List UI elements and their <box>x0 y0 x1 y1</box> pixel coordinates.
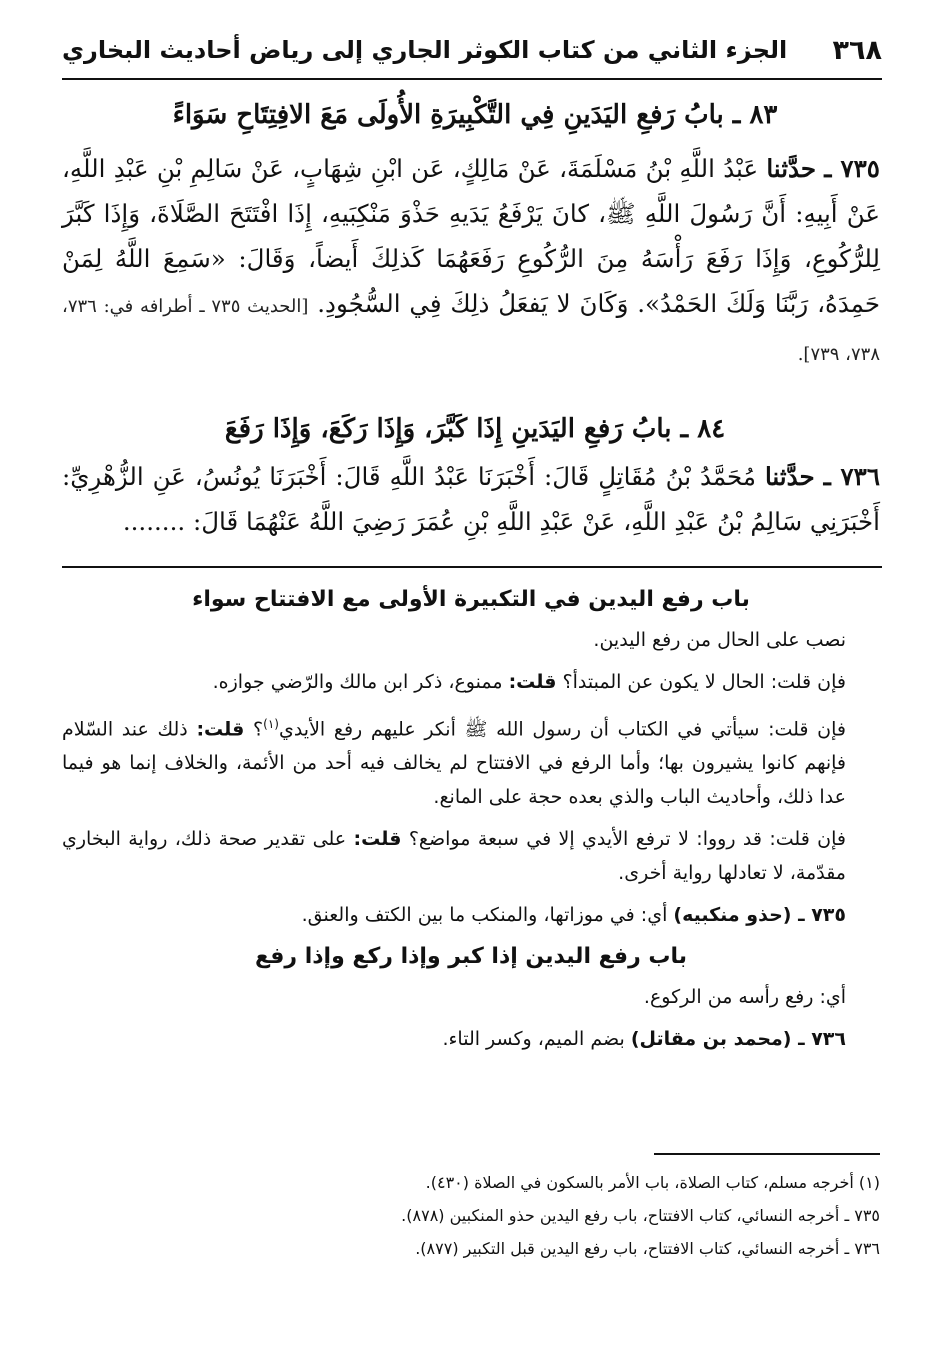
chapter-title-84: ٨٤ ـ بابُ رَفعِ اليَدَينِ إِذَا كَبَّرَ، وَإِذَا رَكَعَ، وَإِذَا رَفَعَ <box>224 414 726 444</box>
chapter-title-83: ٨٣ ـ بابُ رَفعِ اليَدَينِ فِي التَّكْبِيرَةِ الأُولَى مَعَ الافِتِتَاحِ سَوَاءً <box>172 100 778 130</box>
hadith-lead: حدَّثنا <box>764 462 815 491</box>
answer-marker: قلت: <box>353 828 402 851</box>
commentary-paragraph <box>62 707 880 814</box>
question-text: فإن قلت: سيأتي في الكتاب أن رسول الله ﷺ أنكر عليهم رفع الأيدي <box>278 718 846 741</box>
footnote-item: ٧٣٥ ـ أخرجه النسائي، كتاب الافتتاح، باب رفع اليدين حذو المنكبين (٨٧٨). <box>401 1206 880 1225</box>
header-divider <box>62 78 882 80</box>
commentary-paragraph: نصب على الحال من رفع اليدين. <box>593 629 846 651</box>
hadith-number: ٧٣٥ ـ <box>824 154 880 183</box>
commentary-heading: باب رفع اليدين في التكبيرة الأولى مع الافتتاح سواء <box>192 587 750 612</box>
answer-marker: قلت: <box>196 718 245 741</box>
hadith-lead: حدَّثنا <box>766 154 817 183</box>
commentary-paragraph <box>62 665 880 699</box>
page-header <box>62 28 882 72</box>
footnote-item: (١) أخرجه مسلم، كتاب الصلاة، باب الأمر بالسكون في الصلاة (٤٣٠). <box>425 1173 880 1192</box>
footnote-divider <box>654 1153 880 1155</box>
commentary-paragraph: أي: رفع رأسه من الركوع. <box>643 986 846 1009</box>
footnote-item: ٧٣٦ ـ أخرجه النسائي، كتاب الافتتاح، باب رفع اليدين قبل التكبير (٨٧٧). <box>415 1239 880 1258</box>
question-text: فإن قلت: الحال لا يكون عن المبتدأ؟ <box>562 671 846 693</box>
commentary-paragraph <box>62 822 880 890</box>
commentary-section <box>62 583 880 1064</box>
footnote-marker: (١) <box>263 717 279 731</box>
footnotes <box>62 1166 880 1265</box>
hadith-text: مُحَمَّدُ بْنُ مُقَاتِلٍ قَالَ: أَخْبَرَنَا عَبْدُ اللَّهِ قَالَ: أَخْبَرَنَا يُونُسُ، عَنِ الزُّهْرِيِّ: أَخْبَرَنِي سَالِمُ بْنُ عَبْدِ اللَّهِ، عَنْ عَبْدِ اللَّهِ بْنِ عُمَرَ رَضِيَ اللَّهُ عَنْهُمَا قَالَ: ........ <box>62 462 880 536</box>
commentary-paragraph <box>62 1022 880 1056</box>
gloss-text: أي: في موزاتها، والمنكب ما بين الكتف والعنق. <box>301 904 668 927</box>
answer-text: ممنوع، ذكر ابن مالك والرّضي جوازه. <box>212 671 503 693</box>
commentary-paragraph <box>62 898 880 932</box>
answer-text: ذلك عند السّلام فإنهم كانوا يشيرون بها؛ وأما الرفع في الافتتاح لم يخالف فيه أحد من الأئمة، والخلاف إنما هو فيما عدا ذلك، وأحاديث الباب والذي بعده حجة على المانع. <box>62 718 846 809</box>
question-text: فإن قلت: قد رووا: لا ترفع الأيدي إلا في سبعة مواضع؟ <box>408 828 847 851</box>
hadith-gloss-ref: ٧٣٥ ـ (حذو منكبيه) <box>673 904 846 927</box>
running-title: الجزء الثاني من كتاب الكوثر الجاري إلى رياض أحاديث البخاري <box>62 36 788 64</box>
question-mark: ؟ <box>253 718 264 741</box>
hadith-number: ٧٣٦ ـ <box>823 462 880 491</box>
answer-text: على تقدير صحة ذلك، رواية البخاري مقدّمة، لا تعادلها رواية أخرى. <box>62 828 846 885</box>
commentary-heading: باب رفع اليدين إذا كبر وإذا ركع وإذا رفع <box>254 944 688 970</box>
answer-marker: قلت: <box>508 671 557 693</box>
page-number: ٣٦٨ <box>832 34 882 66</box>
gloss-text: بضم الميم، وكسر التاء. <box>442 1028 625 1051</box>
hadith-736 <box>62 454 880 544</box>
hadith-reference: [الحديث ٧٣٥ ـ أطرافه في: ٧٣٦، ٧٣٨، ٧٣٩]. <box>62 296 880 365</box>
hadith-735 <box>62 146 880 377</box>
body-divider <box>62 566 882 568</box>
hadith-text: عَبْدُ اللَّهِ بْنُ مَسْلَمَةَ، عَنْ مَالِكٍ، عَن ابْنِ شِهَابٍ، عَنْ سَالِمِ بْنِ عَبْدِ اللَّهِ، عَنْ أَبِيهِ: أَنَّ رَسُولَ اللَّهِ ﷺ، كانَ يَرْفَعُ يَدَيهِ حَذْوَ مَنْكِبَيهِ، إِذَا افْتَتَحَ الصَّلَاةَ، وَإِذَا كَبَّرَ لِلرُّكُوعِ، وَإِذَا رَفَعَ رَأْسَهُ مِنَ الرُّكُوعِ رَفَعَهُمَا كَذلِكَ أَيضاً، وَقَالَ: «سَمِعَ اللَّهُ لِمَنْ حَمِدَهُ، رَبَّنَا وَلَكَ الحَمْدُ». وَكَانَ لا يَفعَلُ ذلِكَ فِي السُّجُودِ. <box>62 154 880 318</box>
hadith-gloss-ref: ٧٣٦ ـ (محمد بن مقاتل) <box>630 1028 846 1051</box>
